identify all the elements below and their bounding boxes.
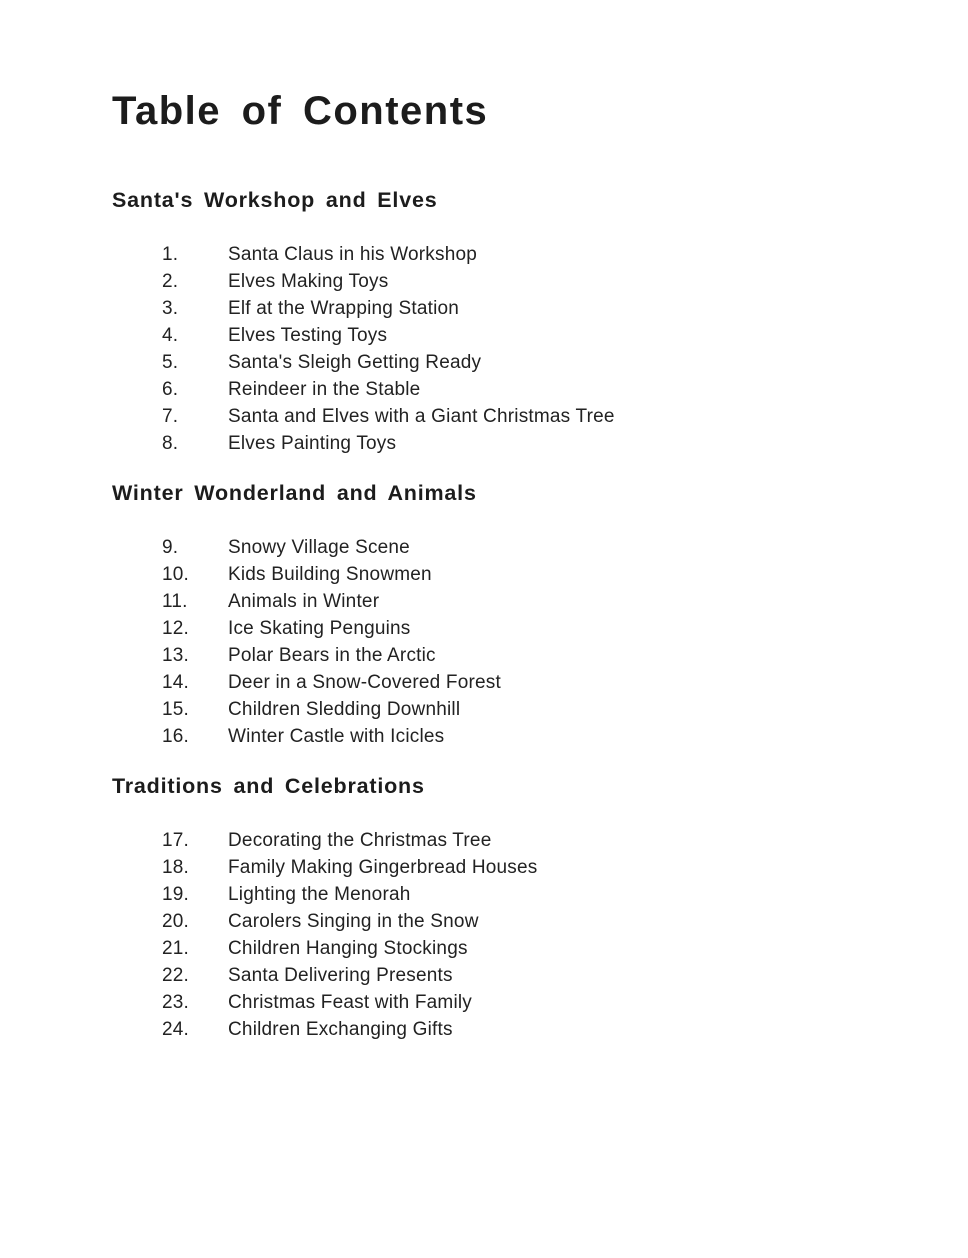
toc-item-title: Ice Skating Penguins (228, 618, 411, 639)
toc-item (112, 534, 908, 561)
toc-item (112, 827, 908, 854)
toc-item-title: Lighting the Menorah (228, 884, 411, 905)
section-heading: Traditions and Celebrations (112, 774, 425, 798)
toc-item-number: 4. (162, 325, 179, 346)
toc-item (112, 854, 908, 881)
toc-item-title: Children Exchanging Gifts (228, 1019, 453, 1040)
toc-item-number: 3. (162, 298, 179, 319)
toc-list (112, 241, 908, 457)
toc-sections (112, 187, 908, 1043)
toc-item-title: Santa Delivering Presents (228, 965, 453, 986)
toc-item-number: 22. (162, 965, 190, 986)
toc-item-number: 6. (162, 379, 179, 400)
toc-item-title: Animals in Winter (228, 591, 380, 612)
toc-item-number: 15. (162, 699, 190, 720)
toc-item (112, 1016, 908, 1043)
toc-item-number: 12. (162, 618, 190, 639)
toc-item-title: Elves Testing Toys (228, 325, 388, 346)
toc-item (112, 588, 908, 615)
toc-item (112, 881, 908, 908)
toc-item (112, 403, 908, 430)
toc-item-number: 17. (162, 830, 190, 851)
toc-item (112, 430, 908, 457)
toc-item-title: Reindeer in the Stable (228, 379, 421, 400)
toc-item (112, 376, 908, 403)
toc-item-title: Winter Castle with Icicles (228, 726, 445, 747)
toc-item-number: 2. (162, 271, 179, 292)
toc-item-number: 13. (162, 645, 190, 666)
toc-item-number: 19. (162, 884, 190, 905)
toc-item (112, 241, 908, 268)
toc-item (112, 615, 908, 642)
toc-item-number: 7. (162, 406, 179, 427)
page-title: Table of Contents (112, 89, 489, 133)
toc-item-number: 8. (162, 433, 179, 454)
toc-item (112, 696, 908, 723)
section-heading: Winter Wonderland and Animals (112, 481, 477, 505)
toc-item (112, 935, 908, 962)
toc-item-number: 10. (162, 564, 190, 585)
section-heading: Santa's Workshop and Elves (112, 188, 438, 212)
toc-item (112, 561, 908, 588)
toc-item-number: 14. (162, 672, 190, 693)
toc-item-title: Santa's Sleigh Getting Ready (228, 352, 482, 373)
toc-item (112, 349, 908, 376)
toc-item-title: Santa and Elves with a Giant Christmas Tree (228, 406, 615, 427)
toc-item (112, 322, 908, 349)
toc-item-number: 16. (162, 726, 190, 747)
toc-item-title: Family Making Gingerbread Houses (228, 857, 538, 878)
toc-item (112, 908, 908, 935)
toc-item-title: Kids Building Snowmen (228, 564, 432, 585)
toc-item-number: 21. (162, 938, 190, 959)
toc-item-title: Elf at the Wrapping Station (228, 298, 460, 319)
toc-item-number: 9. (162, 537, 179, 558)
toc-list (112, 827, 908, 1043)
toc-item-title: Santa Claus in his Workshop (228, 244, 478, 265)
toc-item-number: 5. (162, 352, 179, 373)
toc-list (112, 534, 908, 750)
toc-item (112, 642, 908, 669)
toc-item-title: Children Hanging Stockings (228, 938, 468, 959)
toc-item-number: 11. (162, 591, 188, 612)
toc-item-title: Elves Painting Toys (228, 433, 397, 454)
toc-item-number: 23. (162, 992, 190, 1013)
toc-item (112, 669, 908, 696)
toc-item-title: Children Sledding Downhill (228, 699, 461, 720)
toc-item (112, 723, 908, 750)
toc-item-title: Deer in a Snow-Covered Forest (228, 672, 501, 693)
toc-item (112, 295, 908, 322)
toc-item-number: 18. (162, 857, 190, 878)
toc-item-title: Carolers Singing in the Snow (228, 911, 479, 932)
toc-item-title: Decorating the Christmas Tree (228, 830, 492, 851)
toc-item-number: 24. (162, 1019, 190, 1040)
toc-item (112, 268, 908, 295)
toc-item-title: Polar Bears in the Arctic (228, 645, 436, 666)
toc-item-title: Elves Making Toys (228, 271, 389, 292)
toc-item (112, 989, 908, 1016)
toc-item-number: 1. (162, 244, 179, 265)
toc-item-number: 20. (162, 911, 190, 932)
toc-item-title: Snowy Village Scene (228, 537, 410, 558)
toc-item (112, 962, 908, 989)
toc-item-title: Christmas Feast with Family (228, 992, 472, 1013)
